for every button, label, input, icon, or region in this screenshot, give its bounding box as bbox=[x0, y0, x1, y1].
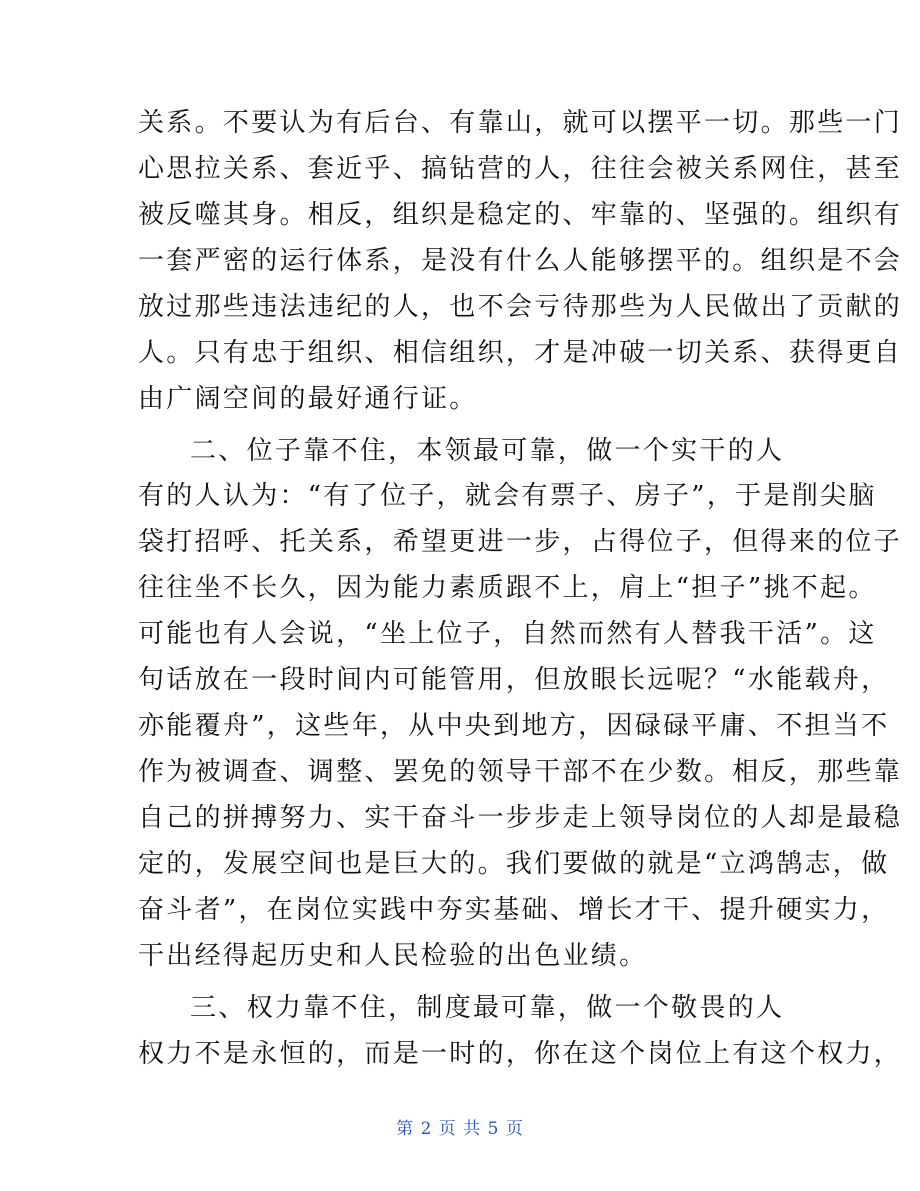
text-line-14: 亦能覆舟”，这些年，从中央到地方，因碌碌平庸、不担当不 bbox=[138, 711, 890, 741]
text-line-19: 干出经得起历史和人民检验的出色业绩。 bbox=[138, 941, 648, 971]
text-line-5: 放过那些违法违纪的人，也不会亏待那些为人民做出了贡献的 bbox=[138, 292, 903, 322]
text-line-13: 句话放在一段时间内可能管用，但放眼长远呢？“水能载舟， bbox=[138, 665, 890, 695]
text-line-10: 袋打招呼、托关系，希望更进一步，占得位子，但得来的位子 bbox=[138, 527, 903, 557]
text-line-7: 由广阔空间的最好通行证。 bbox=[138, 384, 478, 414]
text-line-1: 关系。不要认为有后台、有靠山，就可以摆平一切。那些一门 bbox=[138, 108, 903, 138]
text-line-2: 心思拉关系、套近乎、搞钻营的人，往往会被关系网住，甚至 bbox=[138, 154, 903, 184]
text-line-17: 定的，发展空间也是巨大的。我们要做的就是“立鸿鹄志，做 bbox=[138, 849, 890, 879]
text-line-21: 权力不是永恒的，而是一时的，你在这个岗位上有这个权力， bbox=[138, 1039, 903, 1069]
text-line-6: 人。只有忠于组织、相信组织，才是冲破一切关系、获得更自 bbox=[138, 338, 903, 368]
text-line-18: 奋斗者”，在岗位实践中夯实基础、增长才干、提升硬实力， bbox=[138, 895, 890, 925]
page-number-footer: 第 2 页 共 5 页 bbox=[396, 1119, 524, 1139]
text-line-11: 往往坐不长久，因为能力素质跟不上，肩上“担子”挑不起。 bbox=[138, 573, 877, 603]
section-heading-3: 三、权力靠不住，制度最可靠，做一个敬畏的人 bbox=[190, 993, 785, 1023]
text-line-3: 被反噬其身。相反，组织是稳定的、牢靠的、坚强的。组织有 bbox=[138, 200, 903, 230]
text-line-9: 有的人认为：“有了位子，就会有票子、房子”，于是削尖脑 bbox=[138, 481, 877, 511]
text-line-12: 可能也有人会说，“坐上位子，自然而然有人替我干活”。这 bbox=[138, 619, 877, 649]
text-line-15: 作为被调查、调整、罢免的领导干部不在少数。相反，那些靠 bbox=[138, 757, 903, 787]
text-line-16: 自己的拼搏努力、实干奋斗一步步走上领导岗位的人却是最稳 bbox=[138, 803, 903, 833]
text-line-4: 一套严密的运行体系，是没有什么人能够摆平的。组织是不会 bbox=[138, 246, 903, 276]
section-heading-2: 二、位子靠不住，本领最可靠，做一个实干的人 bbox=[190, 436, 785, 466]
